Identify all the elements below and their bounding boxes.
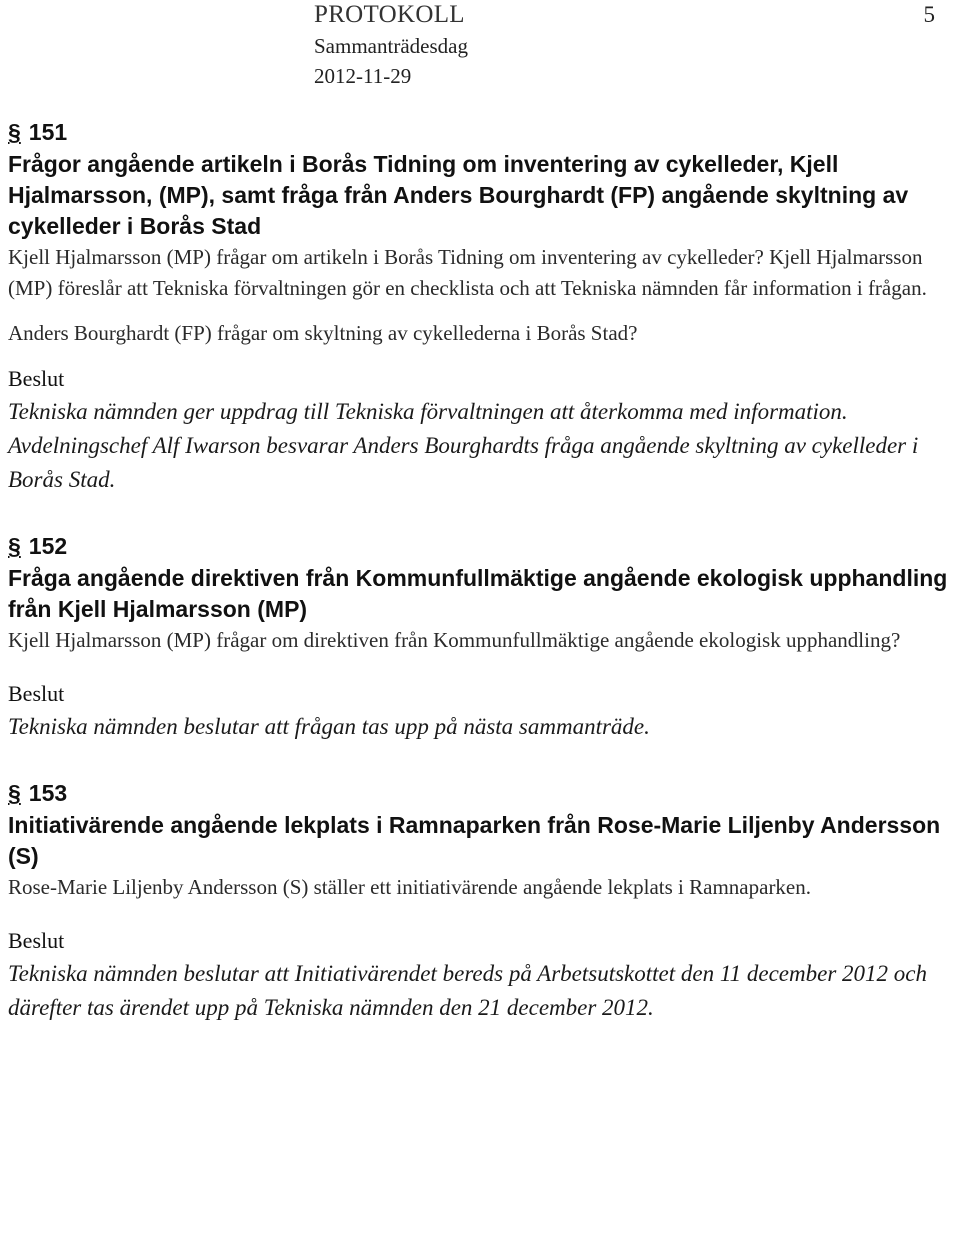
decision-text: Avdelningschef Alf Iwarson besvarar Anders Bourghardts fråga angående skyltning av cykelleder i Borås Stad. — [8, 433, 919, 492]
spacer — [8, 304, 958, 318]
decision-text: Tekniska nämnden ger uppdrag till Tekniska förvaltningen att återkomma med information. — [8, 399, 848, 424]
section-title: Initiativärende angående lekplats i Ramnaparken från Rose-Marie Liljenby Andersson (S) — [8, 812, 941, 869]
beslut-heading: Beslut — [8, 681, 65, 706]
section-number — [8, 117, 958, 147]
paragraph-symbol: § — [8, 533, 21, 559]
section-number-value: 152 — [28, 533, 68, 559]
document-body — [8, 117, 958, 1025]
spacer — [8, 903, 958, 925]
section-title: Fråga angående direktiven från Kommunfullmäktige angående ekologisk upphandling från Kjell Hjalmarsson (MP) — [8, 565, 948, 622]
header-subtitle: Sammanträdesdag — [314, 34, 468, 58]
section-153 — [8, 778, 958, 1025]
spacer — [8, 349, 958, 363]
section-paragraph: Kjell Hjalmarsson (MP) frågar om direktiven från Kommunfullmäktige angående ekologisk upphandling? — [8, 628, 901, 652]
decision-text: Tekniska nämnden beslutar att frågan tas upp på nästa sammanträde. — [8, 714, 650, 739]
beslut-heading: Beslut — [8, 928, 65, 953]
section-paragraph: Rose-Marie Liljenby Andersson (S) ställer ett initiativärende angående lekplats i Ramnaparken. — [8, 875, 812, 899]
decision-text: Tekniska nämnden beslutar att Initiativärendet bereds på Arbetsutskottet den 11 december 2012 och därefter tas ärendet upp på Tekniska nämnden den 21 december 2012. — [8, 961, 927, 1020]
header-title: PROTOKOLL — [314, 1, 465, 28]
section-title: Frågor angående artikeln i Borås Tidning om inventering av cykelleder, Kjell Hjalmarsson, (MP), samt fråga från Anders Bourghardt (FP) angående skyltning av cykelleder i Borås Stad — [8, 151, 909, 239]
section-number-value: 153 — [28, 780, 68, 806]
page-number: 5 — [923, 2, 935, 27]
paragraph-symbol: § — [8, 780, 21, 806]
section-151 — [8, 117, 958, 497]
spacer — [8, 744, 958, 778]
beslut-heading: Beslut — [8, 366, 65, 391]
spacer — [8, 656, 958, 678]
section-number-value: 151 — [28, 119, 68, 145]
page-header — [0, 0, 960, 95]
section-paragraph: Kjell Hjalmarsson (MP) frågar om artikeln i Borås Tidning om inventering av cykelleder? Kjell Hjalmarsson (MP) föreslår att Tekniska förvaltningen gör en checklista och att Tekniska nämnden får information i frågan. — [8, 245, 927, 300]
header-date: 2012-11-29 — [314, 64, 412, 88]
paragraph-symbol: § — [8, 119, 21, 145]
section-number — [8, 778, 958, 808]
section-paragraph: Anders Bourghardt (FP) frågar om skyltning av cykellederna i Borås Stad? — [8, 321, 638, 345]
spacer — [8, 497, 958, 531]
section-number — [8, 531, 958, 561]
section-152 — [8, 531, 958, 744]
